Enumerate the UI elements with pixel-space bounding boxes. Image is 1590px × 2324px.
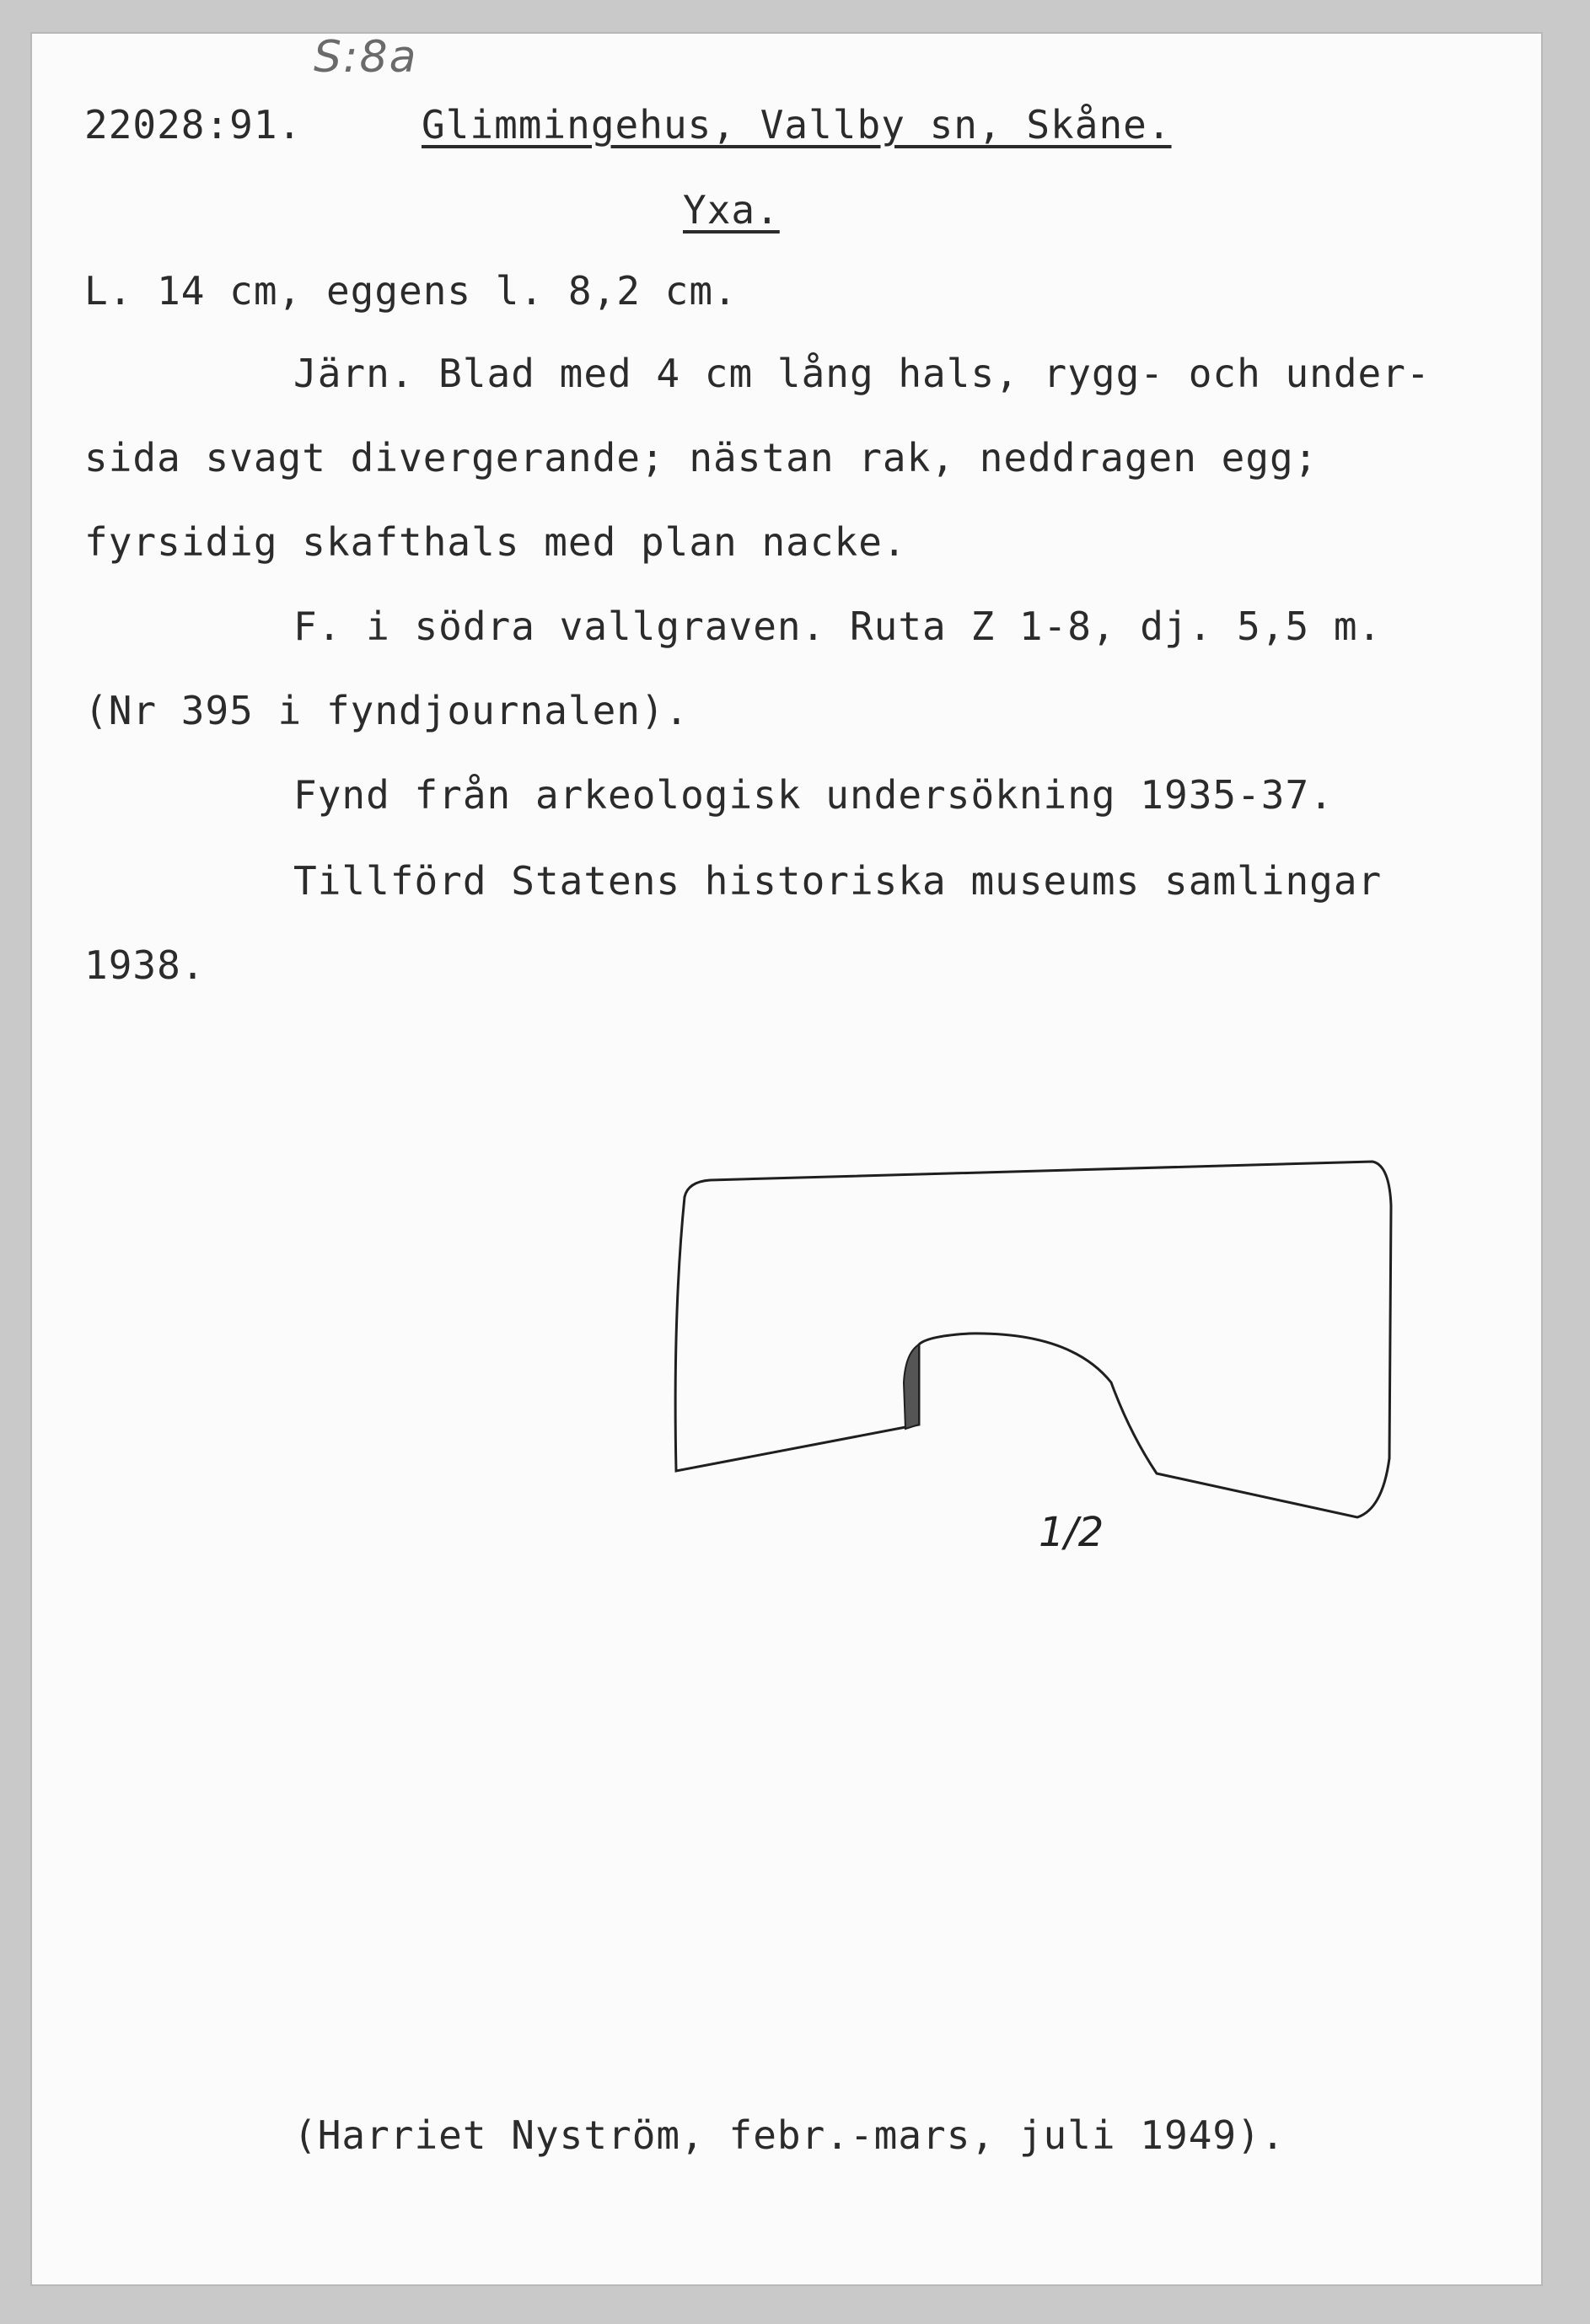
author-credit: (Harriet Nyström, febr.-mars, juli 1949). — [293, 2112, 1286, 2158]
accession-line-1: Tillförd Statens historiska museums samlingar — [293, 858, 1383, 904]
description-line-1: Järn. Blad med 4 cm lång hals, rygg- och under- — [293, 351, 1431, 396]
measurements: L. 14 cm, eggens l. 8,2 cm. — [84, 268, 738, 314]
find-location: Glimmingehus, Vallby sn, Skåne. — [422, 102, 1172, 148]
description-line-2: sida svagt divergerande; nästan rak, neddragen egg; — [84, 435, 1319, 480]
object-type: Yxa. — [683, 187, 780, 233]
find-line-2: (Nr 395 i fyndjournalen). — [84, 688, 690, 733]
excavation-note: Fynd från arkeologisk undersökning 1935-37. — [293, 772, 1334, 818]
axe-outline — [675, 1162, 1391, 1517]
handwritten-mark: S:8a — [314, 32, 418, 83]
shaft-hole-shading — [904, 1344, 919, 1429]
description-line-3: fyrsidig skafthals med plan nacke. — [84, 519, 907, 565]
catalog-number: 22028:91. — [84, 102, 303, 148]
find-line-1: F. i södra vallgraven. Ruta Z 1-8, dj. 5,5 m. — [293, 604, 1383, 649]
accession-line-2: 1938. — [84, 942, 206, 988]
scale-label: 1/2 — [1039, 1509, 1104, 1556]
